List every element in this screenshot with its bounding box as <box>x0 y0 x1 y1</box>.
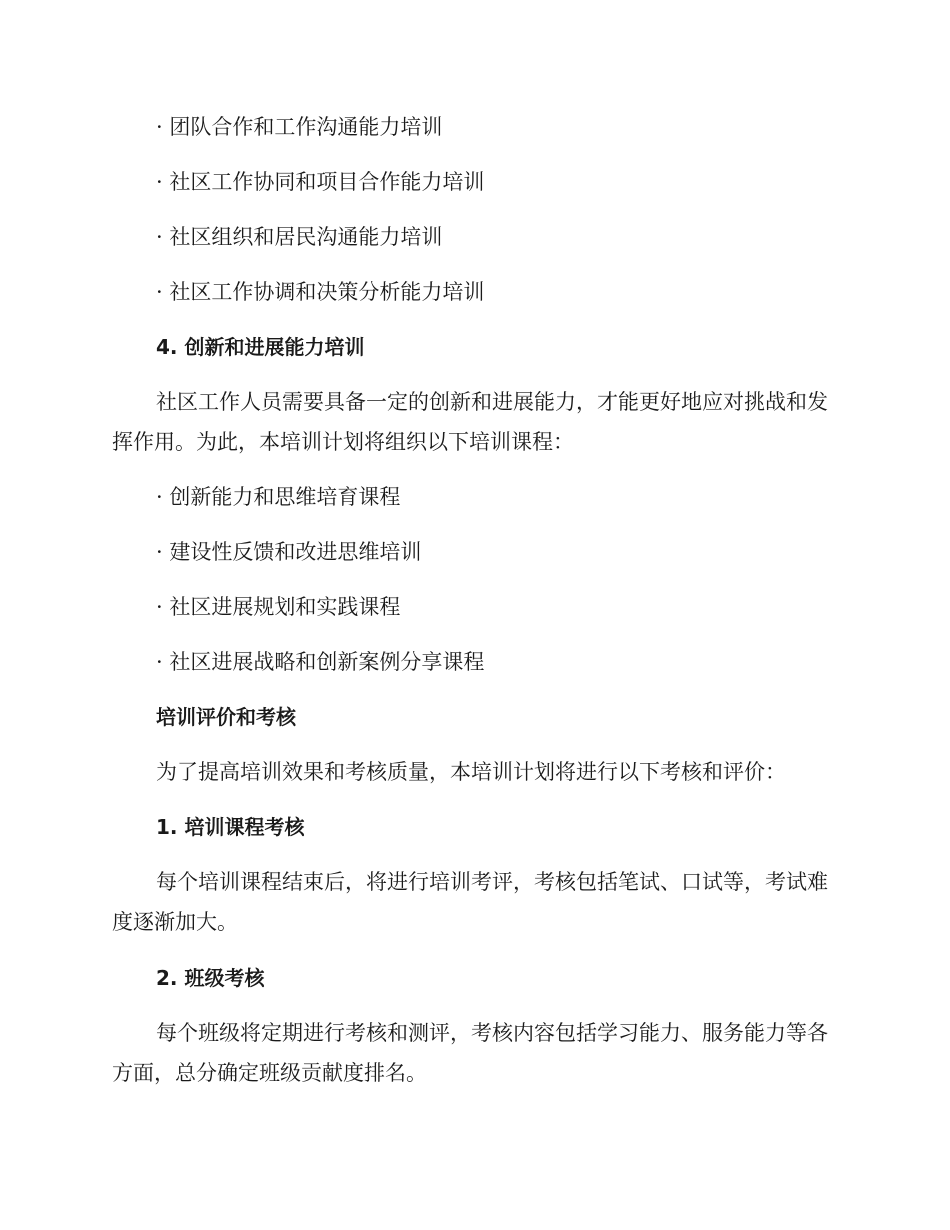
bullet-item: · 社区进展规划和实践课程 <box>156 595 401 619</box>
section-heading: 培训评价和考核 <box>156 705 296 729</box>
subsection-heading: 2. 班级考核 <box>156 966 265 990</box>
paragraph: 为了提高培训效果和考核质量，本培训计划将进行以下考核和评价： <box>156 760 786 784</box>
bullet-item: · 建设性反馈和改进思维培训 <box>156 540 422 564</box>
section-heading: 4. 创新和进展能力培训 <box>156 335 365 359</box>
bullet-item: · 创新能力和思维培育课程 <box>156 485 401 509</box>
bullet-item: · 团队合作和工作沟通能力培训 <box>156 115 443 139</box>
bullet-item: · 社区进展战略和创新案例分享课程 <box>156 650 485 674</box>
subsection-heading: 1. 培训课程考核 <box>156 815 305 839</box>
bullet-item: · 社区组织和居民沟通能力培训 <box>156 225 443 249</box>
paragraph: 每个班级将定期进行考核和测评，考核内容包括学习能力、服务能力等各方面，总分确定班级贡献度排名。 <box>112 1021 828 1085</box>
bullet-item: · 社区工作协调和决策分析能力培训 <box>156 280 485 304</box>
paragraph: 社区工作人员需要具备一定的创新和进展能力，才能更好地应对挑战和发挥作用。为此，本培训计划将组织以下培训课程： <box>112 390 828 454</box>
bullet-item: · 社区工作协同和项目合作能力培训 <box>156 170 485 194</box>
paragraph: 每个培训课程结束后，将进行培训考评，考核包括笔试、口试等，考试难度逐渐加大。 <box>112 870 828 934</box>
